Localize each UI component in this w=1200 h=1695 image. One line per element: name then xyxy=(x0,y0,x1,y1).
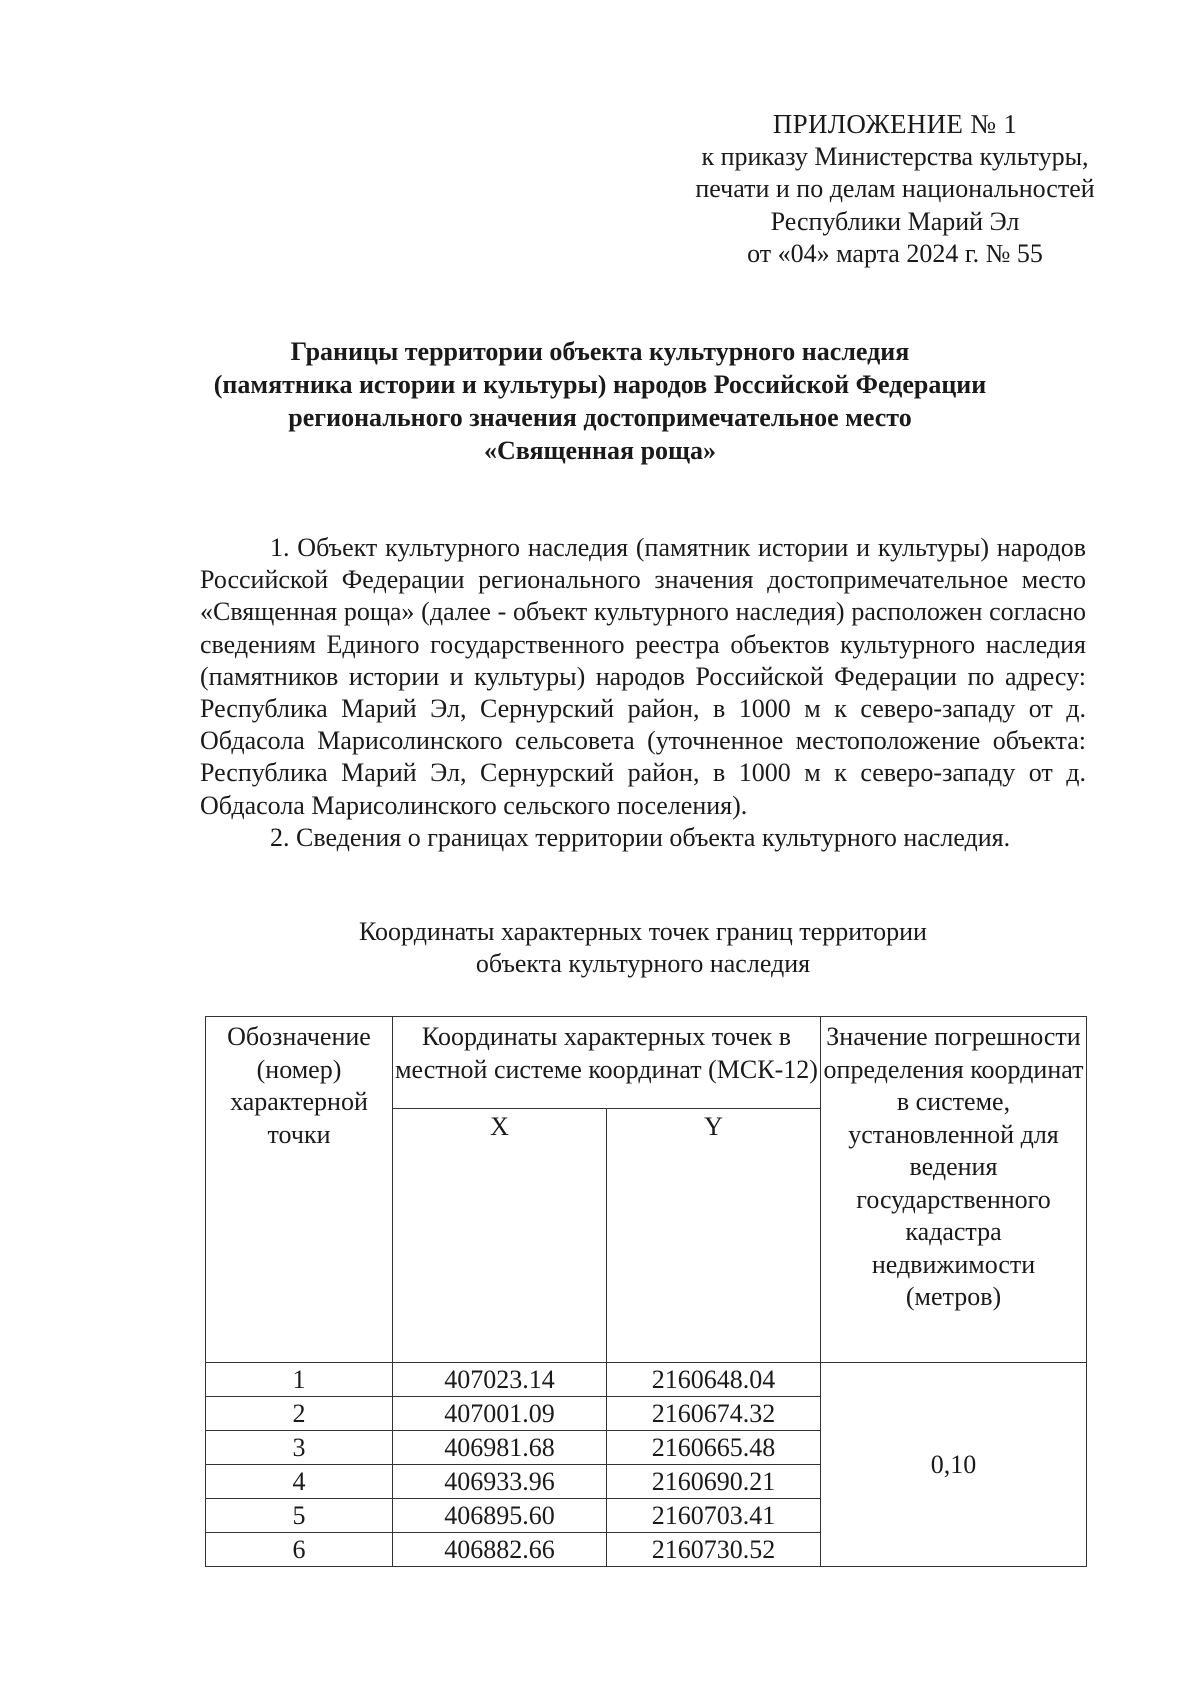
cell-x: 407023.14 xyxy=(393,1363,607,1397)
cell-point: 6 xyxy=(206,1533,393,1567)
annex-line: Республики Марий Эл xyxy=(770,206,1020,236)
cell-x: 406882.66 xyxy=(393,1533,607,1567)
header-coordinates: Координаты характерных точек в местной системе координат (МСК-12) xyxy=(393,1017,821,1109)
annex-block xyxy=(660,108,1130,271)
cell-y: 2160730.52 xyxy=(607,1533,821,1567)
body-text xyxy=(200,532,1086,854)
header-x: X xyxy=(393,1109,607,1363)
cell-x: 406981.68 xyxy=(393,1431,607,1465)
cell-point: 1 xyxy=(206,1363,393,1397)
cell-x: 406933.96 xyxy=(393,1465,607,1499)
cell-y: 2160690.21 xyxy=(607,1465,821,1499)
cell-point: 2 xyxy=(206,1397,393,1431)
annex-line: от «04» марта 2024 г. № 55 xyxy=(747,239,1043,268)
caption-line: объекта культурного наследия xyxy=(475,949,811,978)
paragraph-1: 1. Объект культурного наследия (памятник истории и культуры) народов Российской Федерации регионального значения достопримечательное место «Священная роща» (далее - объект культурного наследия) расположен согласно сведениям Единого государственного реестра объектов культурного наследия (памятников истории и культуры) народов Российской Федерации по адресу: Республика Марий Эл, Сернурский район, в 1000 м к северо-западу от д. Обдасола Марисолинского сельсовета (уточненное местоположение объекта: Республика Марий Эл, Сернурский район, в 1000 м к северо-западу от д. Обдасола Марисолинского сельского поселения). xyxy=(200,533,1086,820)
cell-error: 0,10 xyxy=(821,1363,1087,1567)
cell-x: 407001.09 xyxy=(393,1397,607,1431)
cell-point: 3 xyxy=(206,1431,393,1465)
caption-line: Координаты характерных точек границ территории xyxy=(359,917,927,946)
document-title xyxy=(150,335,1050,467)
header-point-number: Обозначение (номер) характерной точки xyxy=(206,1017,393,1363)
annex-line: печати и по делам национальностей xyxy=(695,174,1095,203)
cell-x: 406895.60 xyxy=(393,1499,607,1533)
title-line: (памятника истории и культуры) народов Российской Федерации xyxy=(213,370,987,399)
annex-line: к приказу Министерства культуры, xyxy=(701,141,1089,171)
cell-y: 2160648.04 xyxy=(607,1363,821,1397)
header-error: Значение погрешности определения координат в системе, установленной для ведения государственного кадастра недвижимости (метров) xyxy=(821,1017,1087,1363)
title-line: регионального значения достопримечательное место xyxy=(288,403,912,432)
cell-y: 2160703.41 xyxy=(607,1499,821,1533)
title-line: «Священная роща» xyxy=(484,436,716,465)
coordinates-table xyxy=(205,1016,1087,1567)
cell-point: 4 xyxy=(206,1465,393,1499)
title-line: Границы территории объекта культурного наследия xyxy=(290,337,910,366)
cell-point: 5 xyxy=(206,1499,393,1533)
cell-y: 2160665.48 xyxy=(607,1431,821,1465)
cell-y: 2160674.32 xyxy=(607,1397,821,1431)
annex-title: ПРИЛОЖЕНИЕ № 1 xyxy=(772,109,1018,139)
paragraph-2: 2. Сведения о границах территории объекта культурного наследия. xyxy=(270,822,1011,852)
table-row xyxy=(206,1363,1087,1397)
header-y: Y xyxy=(607,1109,821,1363)
table-caption xyxy=(200,916,1086,980)
